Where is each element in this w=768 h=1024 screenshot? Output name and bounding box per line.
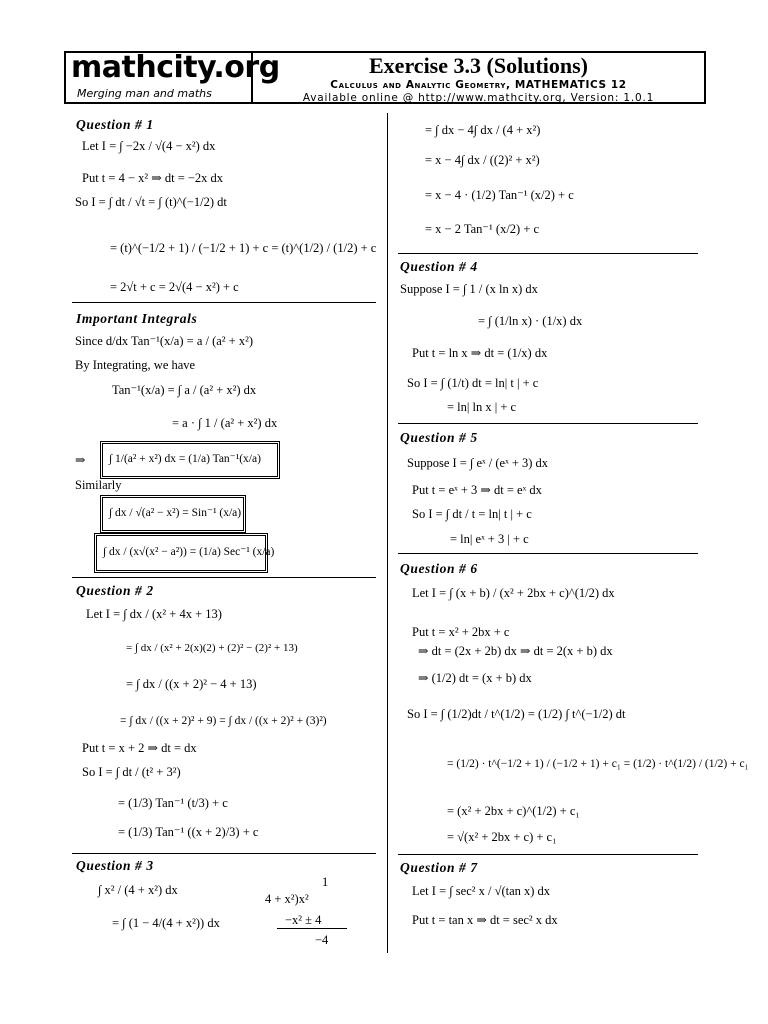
q4-heading: Question # 4 [400,259,478,274]
q4-line-1: Suppose I = ∫ 1 / (x ln x) dx [400,282,538,296]
q2-line-7: = (1/3) Tan⁻¹ (t/3) + c [118,796,228,810]
q4-line-3: Put t = ln x ⇒ dt = (1/x) dx [412,346,548,360]
q3-heading: Question # 3 [76,858,154,873]
formula-box-tan [100,441,280,479]
q2-line-1: Let I = ∫ dx / (x² + 4x + 13) [86,607,222,621]
similarly-label: Similarly [75,478,122,492]
subtitle-text: Calculus and Analytic Geometry, MATHEMATICS 12 [330,79,627,91]
logo-box [66,50,280,102]
q2-line-4: = ∫ dx / ((x + 2)² + 9) = ∫ dx / ((x + 2)² + (3)²) [120,715,327,727]
q2-line-8: = (1/3) Tan⁻¹ ((x + 2)/3) + c [118,825,259,839]
important-line-2: By Integrating, we have [75,358,196,372]
q7-line-1: Let I = ∫ sec² x / √(tan x) dx [412,884,551,898]
q1-line-3: So I = ∫ dt / √t = ∫ (t)^(−1/2) dt [75,195,227,209]
q7-heading: Question # 7 [400,860,478,875]
q6-line-4: ⇒ (1/2) dt = (x + b) dx [418,671,532,685]
divider-line [72,853,376,854]
q3-division-quotient: 1 [322,875,329,889]
q3-cont-line-1: = ∫ dx − 4∫ dx / (4 + x²) [425,123,541,137]
important-line-1: Since d/dx Tan⁻¹(x/a) = a / (a² + x²) [75,334,254,348]
q4-line-4: So I = ∫ (1/t) dt = ln| t | + c [407,376,539,390]
site-logo: mathcity.org [71,50,280,85]
q5-line-4: = ln| eˣ + 3 | + c [450,532,529,546]
q6-heading: Question # 6 [400,561,478,576]
q6-line-7: = (x² + 2bx + c)^(1/2) + c₁ [447,804,580,818]
q2-line-5: Put t = x + 2 ⇒ dt = dx [82,741,197,755]
formula-box-sec [94,533,275,573]
q5-heading: Question # 5 [400,430,478,445]
q3-cont-line-2: = x − 4∫ dx / ((2)² + x²) [425,153,540,167]
q3-cont-line-4: = x − 2 Tan⁻¹ (x/2) + c [425,222,540,236]
q2-line-3: = ∫ dx / ((x + 2)² − 4 + 13) [126,677,257,691]
q6-line-8: = √(x² + 2bx + c) + c₁ [447,830,557,844]
divider-line [398,553,698,554]
q4-line-2: = ∫ (1/ln x) · (1/x) dx [478,314,583,328]
q1-line-2: Put t = 4 − x² ⇒ dt = −2x dx [82,171,224,185]
division-rule [277,928,347,929]
q6-line-6: = (1/2) · t^(−1/2 + 1) / (−1/2 + 1) + c₁ = (1/2) · t^(1/2) / (1/2) + c₁ [447,758,749,770]
formula-tan: ∫ 1/(a² + x²) dx = (1/a) Tan⁻¹(x/a) [109,453,261,465]
exercise-title: Exercise 3.3 (Solutions) [369,53,588,78]
important-heading: Important Integrals [76,311,198,326]
q3-division-remainder: −4 [315,933,329,947]
q2-heading: Question # 2 [76,583,154,598]
q3-cont-line-3: = x − 4 · (1/2) Tan⁻¹ (x/2) + c [425,188,574,202]
q7-line-2: Put t = tan x ⇒ dt = sec² x dx [412,913,558,927]
q3-line-2: = ∫ (1 − 4/(4 + x²)) dx [112,916,220,930]
column-divider [387,113,388,953]
divider-line [398,854,698,855]
q6-line-3: ⇒ dt = (2x + 2b) dx ⇒ dt = 2(x + b) dx [418,644,613,658]
q3-line-1: ∫ x² / (4 + x²) dx [98,883,178,897]
q3-division-divisor: 4 + x²)x² [265,892,309,906]
site-tagline: Merging man and maths [77,87,212,100]
page-header [64,51,706,104]
exercise-subtitle [253,79,704,91]
divider-line [398,423,698,424]
q6-line-5: So I = ∫ (1/2)dt / t^(1/2) = (1/2) ∫ t^(−1/2) dt [407,707,626,721]
q1-heading: Question # 1 [76,117,154,132]
formula-sec: ∫ dx / (x√(x² − a²)) = (1/a) Sec⁻¹ (x/a) [103,546,275,558]
important-line-4: = a · ∫ 1 / (a² + x²) dx [172,416,278,430]
divider-line [72,577,376,578]
q1-line-4: = (t)^(−1/2 + 1) / (−1/2 + 1) + c = (t)^(1/2) / (1/2) + c [110,241,377,255]
title-area [253,53,704,102]
implies-arrow: ⇒ [75,453,86,467]
availability-line: Available online @ http://www.mathcity.org, Version: 1.0.1 [302,92,655,104]
divider-line [72,302,376,303]
q2-line-6: So I = ∫ dt / (t² + 3²) [82,765,181,779]
q3-division-step: −x² ± 4 [285,913,322,927]
q4-line-5: = ln| ln x | + c [447,400,517,414]
q5-line-2: Put t = eˣ + 3 ⇒ dt = eˣ dx [412,483,542,497]
q6-line-2: Put t = x² + 2bx + c [412,625,510,639]
formula-sin: ∫ dx / √(a² − x²) = Sin⁻¹ (x/a) [109,507,242,519]
formula-box-sin [100,495,246,533]
q6-line-1: Let I = ∫ (x + b) / (x² + 2bx + c)^(1/2) dx [412,586,615,600]
important-line-3: Tan⁻¹(x/a) = ∫ a / (a² + x²) dx [112,383,257,397]
q5-line-3: So I = ∫ dt / t = ln| t | + c [412,507,532,521]
divider-line [398,253,698,254]
q1-line-1: Let I = ∫ −2x / √(4 − x²) dx [82,139,216,153]
q2-line-2: = ∫ dx / (x² + 2(x)(2) + (2)² − (2)² + 13) [126,642,298,654]
q1-line-5: = 2√t + c = 2√(4 − x²) + c [110,280,239,294]
q5-line-1: Suppose I = ∫ eˣ / (eˣ + 3) dx [407,456,549,470]
